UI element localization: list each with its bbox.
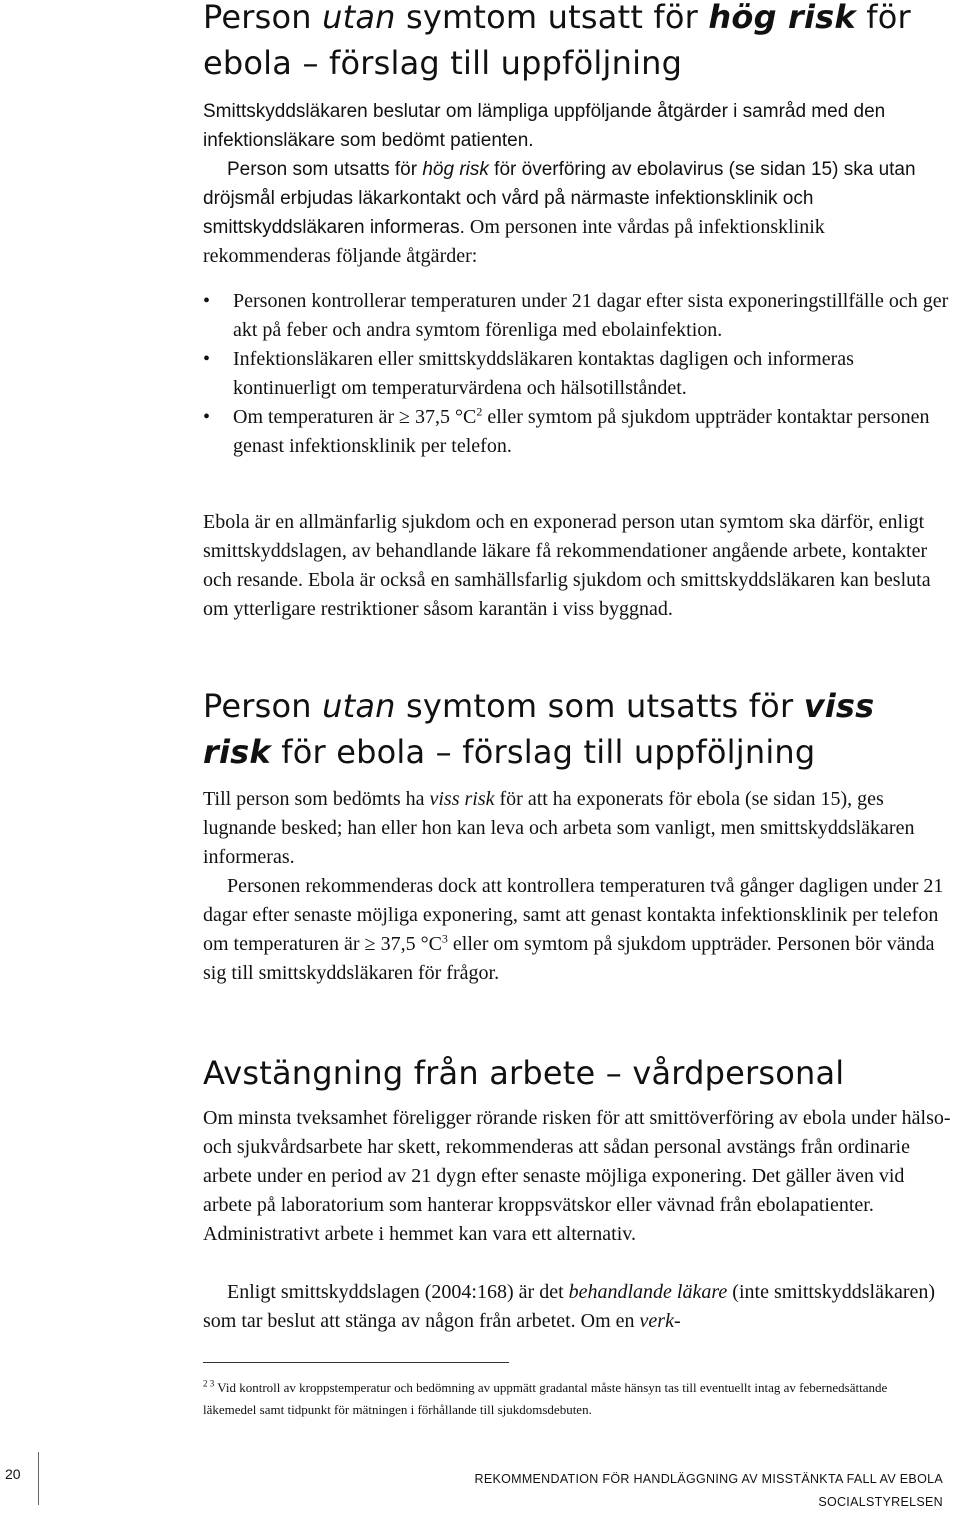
paragraph-italic: hög risk bbox=[422, 159, 489, 180]
law-paragraph bbox=[203, 1278, 955, 1336]
heading-text: för ebola – förslag till uppföljning bbox=[203, 0, 911, 82]
section-heading-work-suspension bbox=[203, 1050, 943, 1096]
bullet-icon: • bbox=[203, 348, 211, 370]
footer-title: REKOMMENDATION FÖR HANDLÄGGNING AV MISSTÄNKTA FALL AV EBOLA bbox=[474, 1472, 943, 1486]
bullet-icon: • bbox=[203, 290, 211, 312]
heading-emphasis: viss risk bbox=[203, 687, 875, 771]
page-footer bbox=[475, 1468, 944, 1514]
paragraph-italic: viss risk bbox=[429, 788, 495, 810]
paragraph-text: Till person som bedömts ha bbox=[203, 788, 430, 810]
suspension-paragraph bbox=[203, 1104, 955, 1249]
bullet-icon: • bbox=[203, 406, 211, 428]
recommendation-list bbox=[203, 287, 955, 461]
paragraph-text: för att ha exponerats för ebola (se sidan 15), ges lugnande besked; han eller hon kan leva och arbeta som vanligt, men smittskyddsläkaren informeras. bbox=[203, 788, 915, 868]
heading-emphasis: hög risk bbox=[708, 0, 856, 36]
footer-divider bbox=[38, 1452, 39, 1505]
heading-italic: utan bbox=[322, 0, 396, 36]
paragraph-italic: verk- bbox=[639, 1310, 681, 1332]
ebola-general-paragraph bbox=[203, 508, 955, 624]
paragraph-text: Ebola är en allmänfarlig sjukdom och en exponerad person utan symtom ska därför, enligt smittskyddslagen, av behandlande läkare få rekommendationer angående arbete, kontakter och resande. Ebola är också en samhällsfarlig sjukdom och smittskyddsläkaren kan besluta om ytterligare restriktioner såsom karantän i viss byggnad. bbox=[203, 511, 931, 620]
list-item-text: Om temperaturen är ≥ 37,5 °C bbox=[233, 406, 477, 428]
list-item-text: Personen kontrollerar temperaturen under 21 dagar efter sista exponeringstillfälle och ger akt på feber och andra symtom förenliga med ebolainfektion. bbox=[233, 290, 949, 341]
footnote bbox=[203, 1377, 943, 1421]
footnote-marks: 2 3 bbox=[203, 1378, 215, 1389]
paragraph-italic: behandlande läkare bbox=[568, 1281, 728, 1303]
footnote-text: Vid kontroll av kroppstemperatur och bedömning av uppmätt gradantal måste hänsyn tas till eventuellt intag av febernedsättande läkemedel samt tidpunkt för mätningen i förhållande till sjukdomsdebuten. bbox=[203, 1380, 888, 1417]
section-heading-some-risk bbox=[203, 683, 953, 775]
paragraph-text: Enligt smittskyddslagen (2004:168) är det bbox=[227, 1281, 569, 1303]
footnote-divider bbox=[203, 1362, 509, 1363]
heading-text: Person bbox=[203, 0, 323, 36]
paragraph-text: Om minsta tveksamhet föreligger rörande risken för att smittöverföring av ebola under hälso- och sjukvårdsarbete har skett, rekommenderas att sådan personal avstängs från ordinarie arbete under en period av 21 dygn efter senaste möjliga exponering. Det gäller även vid arbete på laboratorium som hanterar kroppsvätskor eller vävnad från ebolapatienter. Administrativt arbete i hemmet kan vara ett alternativ. bbox=[203, 1107, 951, 1245]
footnote-ref: 3 bbox=[441, 931, 448, 946]
heading-italic: utan bbox=[322, 687, 396, 725]
section-heading-high-risk bbox=[203, 0, 943, 86]
list-item bbox=[203, 287, 955, 345]
heading-text: symtom som utsatts för bbox=[395, 687, 804, 725]
paragraph-text: Personen rekommenderas dock att kontrollera temperaturen två gånger dagligen under 21 dagar efter senaste möjliga exponering, samt att genast kontakta infektionsklinik per telefon om temperaturen är ≥ 37,5 °C bbox=[203, 875, 944, 955]
page-number: 20 bbox=[5, 1466, 21, 1482]
heading-text: Person bbox=[203, 687, 323, 725]
high-risk-paragraph bbox=[203, 155, 953, 271]
paragraph-text: eller om symtom på sjukdom uppträder. Personen bör vända sig till smittskyddsläkaren för frågor. bbox=[203, 933, 935, 984]
list-item bbox=[203, 403, 955, 461]
some-risk-paragraph bbox=[203, 785, 955, 872]
temperature-paragraph bbox=[203, 872, 955, 988]
paragraph-text: för överföring av ebolavirus (se sidan 15) ska utan dröjsmål erbjudas läkarkontakt och vård på närmaste infektionsklinik och smittskyddsläkaren informeras. bbox=[203, 159, 916, 238]
footnote-ref: 2 bbox=[476, 404, 483, 419]
heading-text: symtom utsatt för bbox=[395, 0, 709, 36]
paragraph-text: (inte smittskyddsläkaren) som tar beslut att stänga av någon från arbetet. Om en bbox=[203, 1281, 936, 1332]
intro-paragraph bbox=[203, 97, 953, 155]
heading-text: Avstängning från arbete – vårdpersonal bbox=[203, 1054, 845, 1092]
footer-publisher: SOCIALSTYRELSEN bbox=[818, 1495, 943, 1509]
paragraph-text: Om personen inte vårdas på infektionsklinik rekommenderas följande åtgärder: bbox=[203, 216, 825, 267]
list-item bbox=[203, 345, 955, 403]
intro-text: Smittskyddsläkaren beslutar om lämpliga uppföljande åtgärder i samråd med den infektionsläkare som bedömt patienten. bbox=[203, 101, 886, 151]
list-item-text: Infektionsläkaren eller smittskyddsläkaren kontaktas dagligen och informeras kontinuerligt om temperaturvärdena och hälsotillståndet. bbox=[233, 348, 854, 399]
list-item-text: eller symtom på sjukdom uppträder kontaktar personen genast infektionsklinik per telefon. bbox=[233, 406, 930, 457]
paragraph-text: Person som utsatts för bbox=[227, 159, 423, 180]
heading-text: för ebola – förslag till uppföljning bbox=[270, 733, 816, 771]
